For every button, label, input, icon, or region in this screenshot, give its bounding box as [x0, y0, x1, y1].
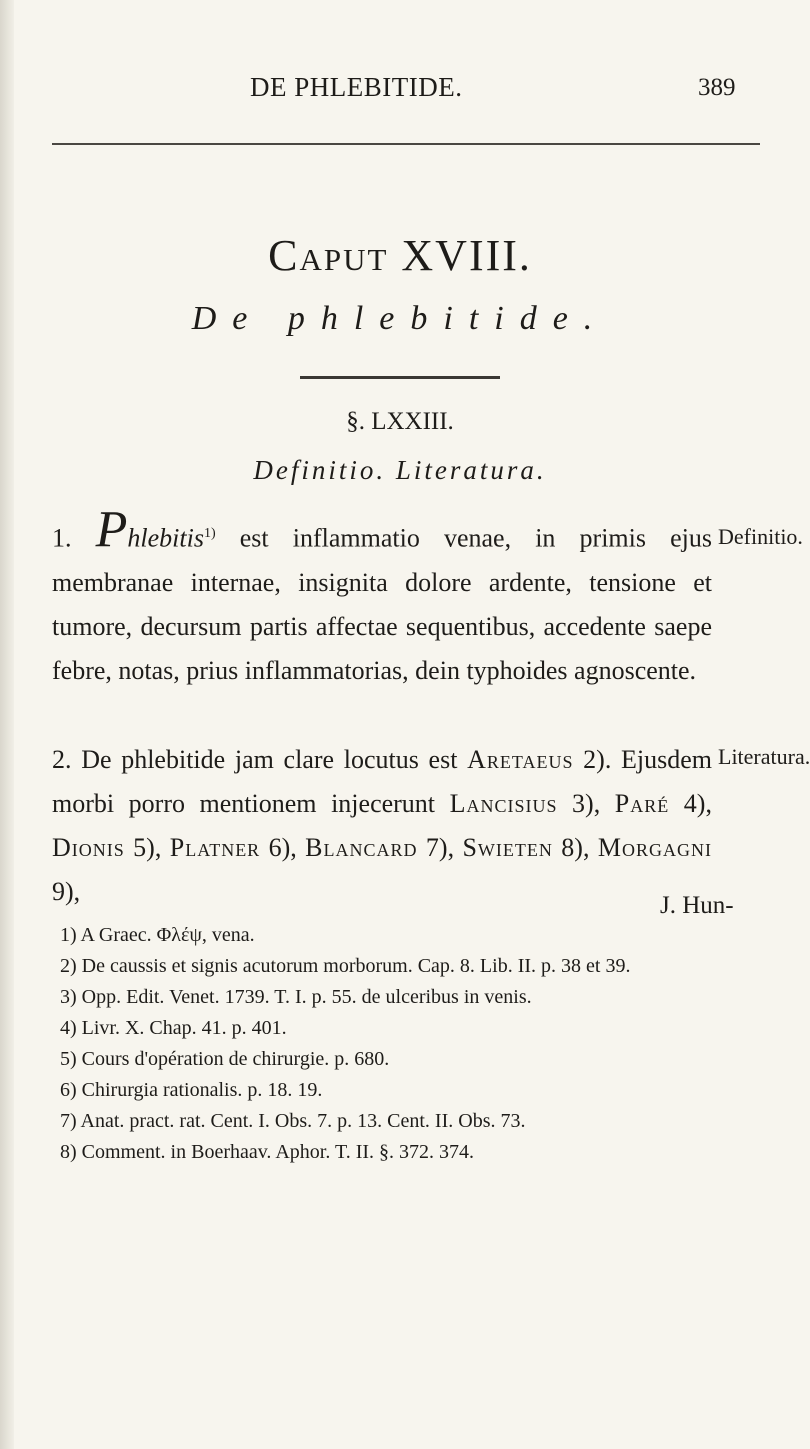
author-name: Paré	[614, 789, 670, 818]
text-segment: 8),	[552, 833, 598, 862]
author-name: Dionis	[52, 833, 125, 862]
drop-capital: P	[95, 501, 128, 559]
footnote: 8) Comment. in Boerhaav. Aphor. T. II. §. 372. 374.	[60, 1141, 475, 1163]
footnote: 1) A Graec. Φλέψ, vena.	[60, 924, 255, 946]
text-segment: 3),	[557, 789, 615, 818]
author-name: Platner	[169, 833, 261, 862]
headword-rest: hlebitis	[127, 523, 204, 553]
paragraph-literature	[52, 738, 712, 914]
definition-text: est inflammatio venae, in primis ejus membranae internae, insignita dolore ardente, tensione et tumore, decursum partis affectae sequentibus, accedente saepe febre, notas, prius inflammatorias, dein typhoides agnoscente.	[52, 523, 712, 685]
footnotes	[52, 920, 752, 1168]
catchword: J. Hun-	[660, 892, 734, 919]
author-name: Blancard	[305, 833, 418, 862]
footnote: 6) Chirurgia rationalis. p. 18. 19.	[60, 1079, 323, 1101]
footnote: 5) Cours d'opération de chirurgie. p. 680.	[60, 1048, 390, 1070]
footnote-ref: 1)	[203, 526, 216, 541]
page-number: 389	[698, 74, 736, 101]
literature-text	[52, 745, 712, 906]
footnote: 4) Livr. X. Chap. 41. p. 401.	[60, 1017, 287, 1039]
text-segment: 2). Ejusdem morbi porro mentionem injecerunt	[52, 745, 712, 818]
section-title: Definitio. Literatura.	[253, 455, 547, 485]
text-segment: 5),	[124, 833, 170, 862]
author-name: Aretaeus	[467, 745, 574, 774]
author-name: Swieten	[462, 833, 553, 862]
paragraph-number: 2.	[52, 745, 72, 774]
text-segment: 9),	[52, 877, 81, 906]
paragraph-number: 1.	[52, 523, 72, 553]
page-gutter-shadow	[0, 0, 14, 1449]
footnote: 7) Anat. pract. rat. Cent. I. Obs. 7. p. 13. Cent. II. Obs. 73.	[60, 1110, 526, 1132]
chapter-title: Caput XVIII.	[268, 231, 532, 280]
text-segment: 4),	[669, 789, 712, 818]
margin-note-definitio: Definitio.	[718, 524, 803, 549]
section-number: §. LXXIII.	[346, 408, 454, 435]
paragraph-definition	[52, 501, 712, 693]
running-head-title: DE PHLEBITIDE.	[250, 72, 463, 102]
footnote: 2) De caussis et signis acutorum morborum. Cap. 8. Lib. II. p. 38 et 39.	[60, 955, 631, 977]
author-name: Morgagni	[597, 833, 712, 862]
author-name: Lancisius	[449, 789, 558, 818]
margin-note-literatura: Literatura.	[718, 744, 810, 769]
header-rule	[52, 143, 760, 145]
text-segment: De phlebitide jam clare locutus est	[81, 745, 468, 774]
chapter-rule	[300, 376, 500, 379]
chapter-subtitle: De phlebitide.	[191, 300, 609, 337]
text-segment: 7),	[417, 833, 463, 862]
text-segment: 6),	[260, 833, 306, 862]
footnote: 3) Opp. Edit. Venet. 1739. T. I. p. 55. de ulceribus in venis.	[60, 986, 532, 1008]
